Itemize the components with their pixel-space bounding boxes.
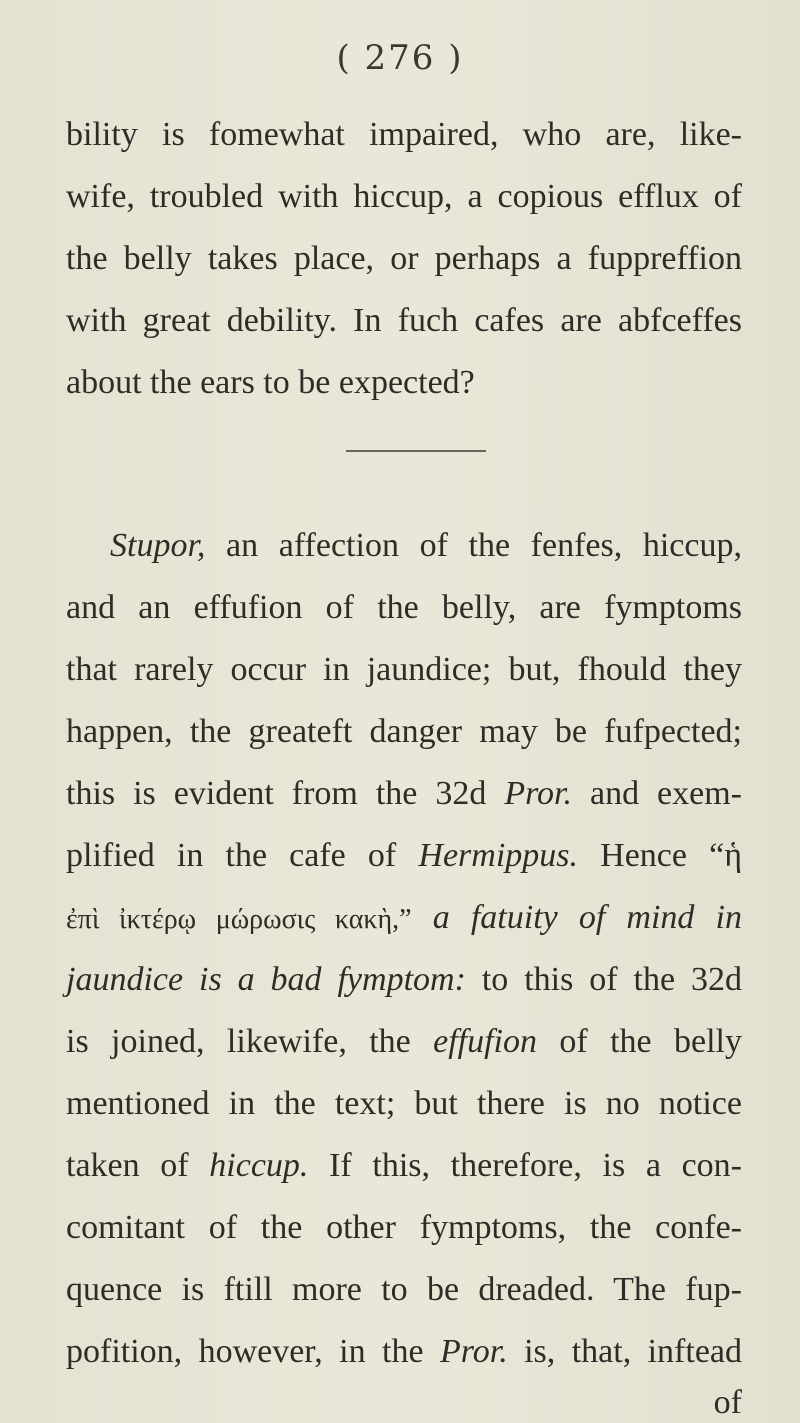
text-line: comitant of the other fymptoms, the confe- bbox=[66, 1209, 742, 1246]
text-line: wife, troubled with hiccup, a copious efflux of bbox=[66, 178, 742, 215]
text-line: bility is fomewhat impaired, who are, like- bbox=[66, 116, 742, 153]
text-line: pofition, however, in the Pror. is, that, inftead bbox=[66, 1333, 742, 1370]
text-line: this is evident from the 32d Pror. and exem- bbox=[66, 775, 742, 812]
text-line: about the ears to be expected? bbox=[66, 364, 475, 401]
text-line: and an effufion of the belly, are fymptoms bbox=[66, 589, 742, 626]
text-line: the belly takes place, or perhaps a fuppreffion bbox=[66, 240, 742, 277]
section-divider bbox=[346, 450, 486, 452]
text-line: Stupor, an affection of the fenfes, hiccup, bbox=[110, 527, 742, 564]
page-number-header: ( 276 ) bbox=[336, 38, 464, 78]
paragraph-continuation bbox=[66, 104, 742, 414]
text-line: quence is ftill more to be dreaded. The fup- bbox=[66, 1271, 742, 1308]
text-line: ἐπὶ ἰκτέρῳ μώρωσις κακὴ,” a fatuity of mind in bbox=[66, 899, 742, 936]
text-line: mentioned in the text; but there is no notice bbox=[66, 1085, 742, 1122]
text-line: jaundice is a bad fymptom: to this of the 32d bbox=[66, 961, 742, 998]
text-line: happen, the greateft danger may be fufpected; bbox=[66, 713, 742, 750]
paragraph-stupor bbox=[66, 515, 742, 1423]
text-line: taken of hiccup. If this, therefore, is a con- bbox=[66, 1147, 743, 1184]
text-line: is joined, likewife, the effufion of the belly bbox=[66, 1023, 742, 1060]
catchword: of bbox=[713, 1384, 742, 1421]
text-line: that rarely occur in jaundice; but, fhould they bbox=[66, 651, 742, 688]
text-line: with great debility. In fuch cafes are abfceffes bbox=[66, 302, 742, 339]
text-line: plified in the cafe of Hermippus. Hence “ἡ bbox=[66, 837, 742, 874]
